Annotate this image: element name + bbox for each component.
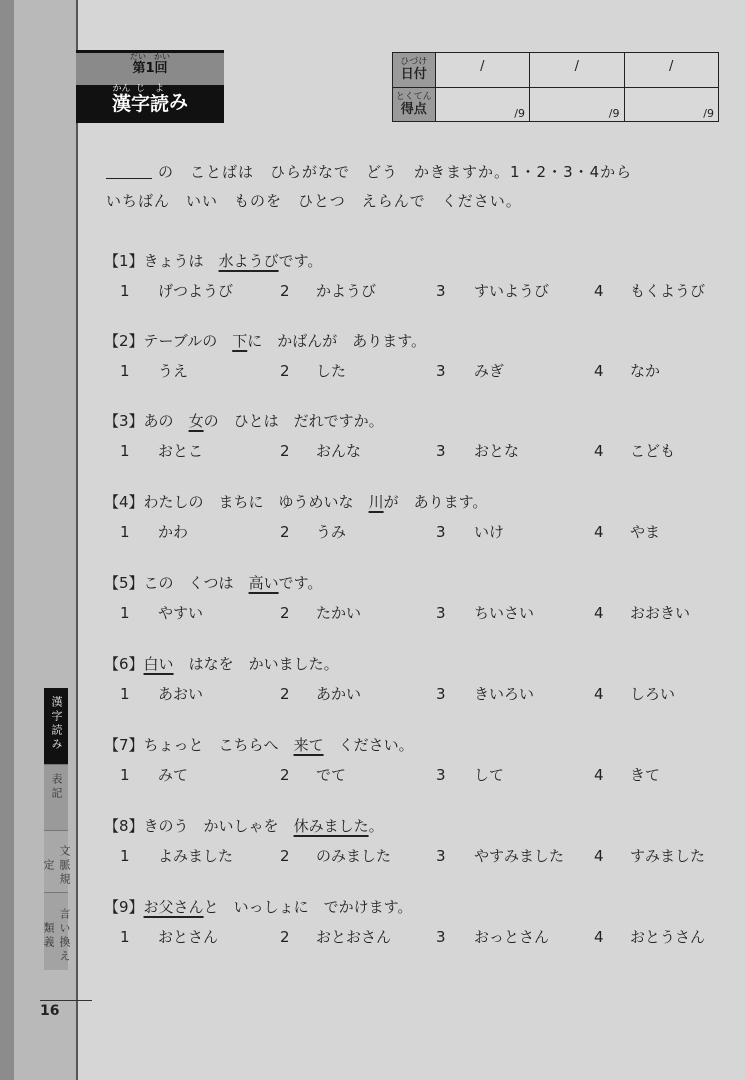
option-number: 4 [594, 523, 604, 541]
date-cell-2[interactable] [530, 53, 624, 88]
answer-options [104, 517, 724, 547]
question-stem [104, 568, 724, 598]
instructions-line-2: いちばん いい ものを ひとつ えらんで ください。 [106, 192, 522, 210]
score-label-cell [393, 87, 436, 122]
answer-options [104, 760, 724, 790]
option-number: 3 [436, 928, 446, 946]
question-5 [104, 568, 724, 628]
section-title [76, 85, 224, 123]
option-number: 1 [120, 604, 130, 622]
stem-text: ちょっと こちらへ [143, 736, 294, 754]
book-spine [0, 0, 14, 1080]
option-number: 2 [280, 685, 290, 703]
underlined-word: 水ようび [218, 252, 279, 270]
score-ruby: とくてん [395, 91, 432, 102]
stem-text: きょうは [143, 252, 219, 270]
option-number: 2 [280, 362, 290, 380]
underlined-word: 女 [188, 412, 204, 430]
option-4-text[interactable]: おおきい [630, 604, 691, 622]
question-number: 【8】 [104, 817, 144, 835]
tab-paraphrase[interactable]: 言い換え類義 [44, 892, 68, 970]
question-number: 【2】 [104, 332, 144, 350]
section-title-block [76, 50, 224, 123]
option-3-text[interactable]: やすみました [474, 847, 565, 865]
answer-options [104, 679, 724, 709]
lesson-num: 1 [145, 61, 155, 76]
option-3-text[interactable]: すいようび [474, 282, 550, 300]
stem-text: ください。 [323, 736, 414, 754]
option-4-text[interactable]: おとうさん [630, 928, 706, 946]
side-index-tabs [42, 688, 71, 970]
option-number: 1 [120, 523, 130, 541]
option-4-text[interactable]: すみました [630, 847, 706, 865]
lesson-post: 回 [154, 61, 168, 76]
blank-line [106, 164, 152, 179]
tab-notation[interactable]: 表記 [44, 764, 68, 830]
title-tail: み [169, 91, 189, 113]
option-number: 4 [594, 604, 604, 622]
option-3-text[interactable]: おっとさん [474, 928, 550, 946]
question-1 [104, 246, 724, 306]
option-3-text[interactable]: おとな [474, 442, 520, 460]
answer-options [104, 598, 724, 628]
option-3-text[interactable]: いけ [474, 523, 505, 541]
option-3-text[interactable]: して [474, 766, 505, 784]
stem-text: が あります。 [383, 493, 488, 511]
question-stem [104, 246, 724, 276]
question-3 [104, 406, 724, 466]
underlined-word: 来て [293, 736, 324, 754]
score-cell-1[interactable] [435, 87, 529, 122]
option-number: 3 [436, 523, 446, 541]
points-max: /9 [608, 107, 620, 120]
option-number: 1 [120, 362, 130, 380]
option-number: 4 [594, 847, 604, 865]
question-stem [104, 649, 724, 679]
option-3-text[interactable]: ちいさい [474, 604, 535, 622]
option-1-text[interactable]: おとさん [158, 928, 219, 946]
question-number: 【6】 [104, 655, 144, 673]
lesson-ruby: だい かい [130, 52, 170, 61]
option-number: 2 [280, 523, 290, 541]
option-number: 4 [594, 442, 604, 460]
question-stem [104, 326, 724, 356]
answer-options [104, 841, 724, 871]
option-4-text[interactable]: やま [630, 523, 661, 541]
question-number: 【4】 [104, 493, 144, 511]
option-number: 3 [436, 442, 446, 460]
answer-options [104, 922, 724, 952]
underlined-word: 白い [143, 655, 174, 673]
score-cell-3[interactable] [624, 87, 719, 122]
option-1-text[interactable]: よみました [158, 847, 234, 865]
stem-text: に かばんが あります。 [247, 332, 427, 350]
question-stem [104, 487, 724, 517]
date-sep: / [669, 59, 674, 74]
underlined-word: お父さん [143, 898, 204, 916]
stem-text: 。 [368, 817, 384, 835]
question-number: 【9】 [104, 898, 144, 916]
option-3-text[interactable]: みぎ [474, 362, 505, 380]
option-2-text[interactable]: おんな [316, 442, 362, 460]
question-stem [104, 892, 724, 922]
option-number: 1 [120, 928, 130, 946]
stem-text: はなを かいました。 [173, 655, 339, 673]
points-max: /9 [514, 107, 526, 120]
date-ruby: ひづけ [400, 57, 428, 68]
option-number: 3 [436, 604, 446, 622]
underlined-word: 休みました [293, 817, 369, 835]
option-number: 4 [594, 685, 604, 703]
option-2-text[interactable]: のみました [316, 847, 392, 865]
date-row [393, 53, 719, 88]
question-4 [104, 487, 724, 547]
option-2-text[interactable]: たかい [316, 604, 362, 622]
question-8 [104, 811, 724, 871]
stem-text: この くつは [143, 574, 249, 592]
stem-text: の ひとは だれですか。 [203, 412, 384, 430]
option-2-text[interactable]: した [316, 362, 347, 380]
option-4-text[interactable]: しろい [630, 685, 676, 703]
question-stem [104, 406, 724, 436]
date-sep: / [574, 59, 579, 74]
option-1-text[interactable]: かわ [158, 523, 189, 541]
tab-context[interactable]: 文脈規定 [44, 830, 68, 892]
option-number: 1 [120, 685, 130, 703]
title-char-3: 読 [150, 93, 170, 115]
stem-text: です。 [278, 574, 323, 592]
question-2 [104, 326, 724, 386]
score-table [392, 52, 719, 122]
answer-options [104, 276, 724, 306]
option-number: 3 [436, 685, 446, 703]
question-number: 【7】 [104, 736, 144, 754]
option-2-text[interactable]: おとおさん [316, 928, 392, 946]
option-number: 3 [436, 362, 446, 380]
date-label-cell [393, 53, 436, 88]
option-number: 4 [594, 362, 604, 380]
points-max: /9 [703, 107, 714, 120]
title-ruby-2: じ [135, 84, 145, 94]
stem-text: きのう かいしゃを [143, 817, 294, 835]
option-2-text[interactable]: あかい [316, 685, 362, 703]
question-number: 【1】 [104, 252, 144, 270]
option-number: 1 [120, 766, 130, 784]
date-sep: / [480, 59, 485, 74]
option-number: 1 [120, 442, 130, 460]
option-1-text[interactable]: うえ [158, 362, 189, 380]
lesson-pre: 第 [132, 61, 146, 76]
title-ruby-1: かん [112, 84, 131, 94]
stem-text: です。 [278, 252, 323, 270]
option-number: 3 [436, 847, 446, 865]
score-cell-2[interactable] [530, 87, 624, 122]
question-9 [104, 892, 724, 952]
title-char-2: 字 [130, 93, 150, 115]
option-1-text[interactable]: あおい [158, 685, 204, 703]
stem-text: あの [143, 412, 189, 430]
date-cell-3[interactable] [624, 53, 719, 88]
date-label: 日付 [400, 67, 427, 83]
instructions-line-1: の ことばは ひらがなで どう かきますか。1・2・3・4から [158, 163, 633, 181]
answer-options [104, 356, 724, 386]
option-number: 2 [280, 847, 290, 865]
instructions [106, 158, 632, 216]
option-2-text[interactable]: でて [316, 766, 347, 784]
option-number: 2 [280, 282, 290, 300]
date-cell-1[interactable] [435, 53, 529, 88]
option-number: 3 [436, 282, 446, 300]
underlined-word: 高い [248, 574, 279, 592]
score-label: 得点 [400, 101, 427, 117]
option-number: 4 [594, 928, 604, 946]
option-number: 2 [280, 928, 290, 946]
lesson-number [76, 50, 224, 85]
option-4-text[interactable]: なか [630, 362, 661, 380]
question-stem [104, 811, 724, 841]
option-4-text[interactable]: もくようび [630, 282, 706, 300]
question-number: 【5】 [104, 574, 144, 592]
option-2-text[interactable]: かようび [316, 282, 377, 300]
option-3-text[interactable]: きいろい [474, 685, 535, 703]
option-1-text[interactable]: おとこ [158, 442, 204, 460]
page-number: 16 [40, 1000, 92, 1019]
option-number: 1 [120, 847, 130, 865]
question-number: 【3】 [104, 412, 144, 430]
option-4-text[interactable]: こども [630, 442, 676, 460]
option-2-text[interactable]: うみ [316, 523, 347, 541]
option-number: 2 [280, 604, 290, 622]
option-4-text[interactable]: きて [630, 766, 661, 784]
option-1-text[interactable]: げつようび [158, 282, 234, 300]
option-1-text[interactable]: やすい [158, 604, 204, 622]
title-char-1: 漢 [111, 93, 131, 115]
answer-options [104, 436, 724, 466]
stem-text: と いっしょに でかけます。 [203, 898, 413, 916]
question-7 [104, 730, 724, 790]
option-number: 4 [594, 766, 604, 784]
underlined-word: 下 [232, 332, 248, 350]
option-number: 2 [280, 766, 290, 784]
option-1-text[interactable]: みて [158, 766, 189, 784]
score-row [393, 87, 719, 122]
underlined-word: 川 [368, 493, 384, 511]
question-stem [104, 730, 724, 760]
stem-text: わたしの まちに ゆうめいな [143, 493, 369, 511]
option-number: 2 [280, 442, 290, 460]
tab-kanji-reading[interactable]: 漢字読み [44, 688, 68, 764]
option-number: 3 [436, 766, 446, 784]
stem-text: テーブルの [143, 332, 233, 350]
page-edge [76, 0, 78, 1080]
option-number: 1 [120, 282, 130, 300]
title-ruby-3: よ [155, 84, 165, 94]
question-6 [104, 649, 724, 709]
option-number: 4 [594, 282, 604, 300]
